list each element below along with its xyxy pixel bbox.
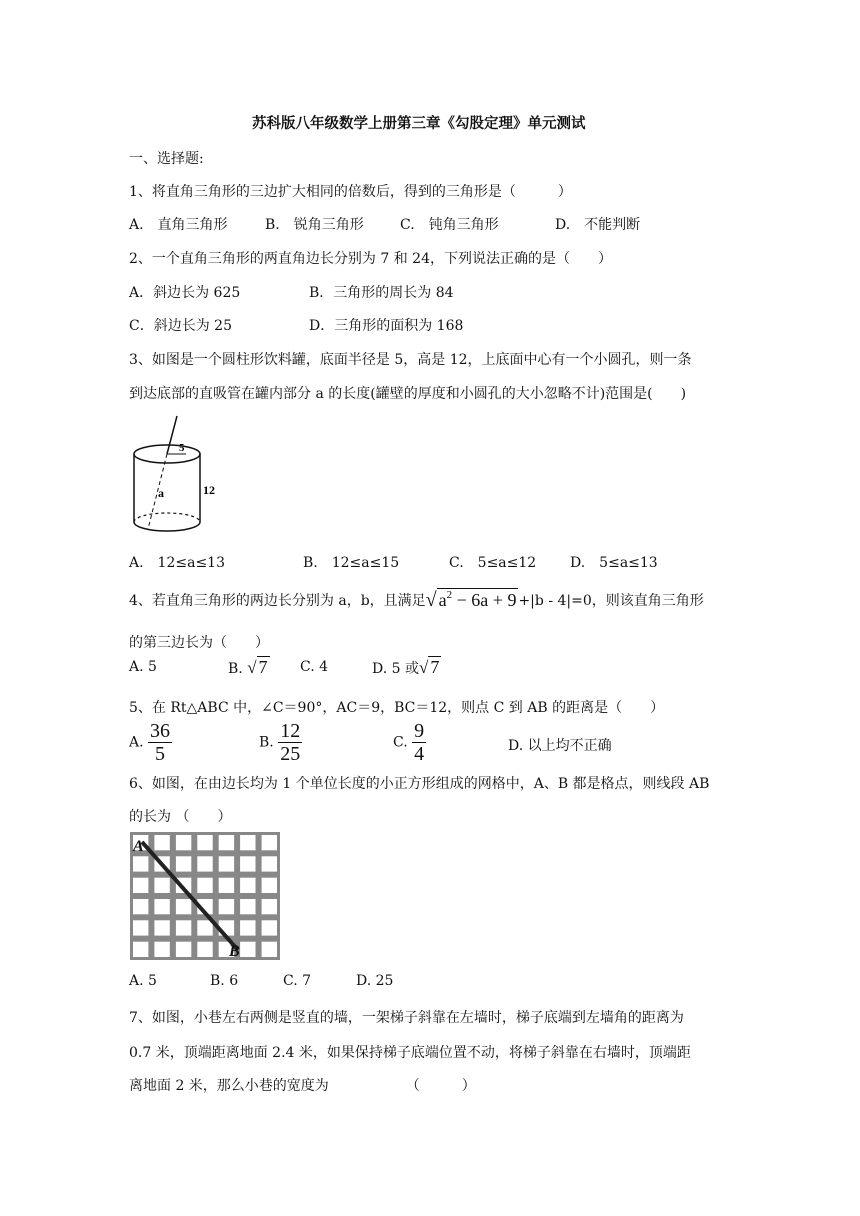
grid-cell — [197, 878, 212, 893]
question-7-line3: 离地面 2 米，那么小巷的宽度为 （ ） — [129, 1078, 476, 1094]
question-6-stem-line1: 6、如图，在由边长均为 1 个单位长度的小正方形组成的网格中，A、B 都是格点，则线段 AB — [129, 776, 710, 792]
grid-cell — [197, 835, 212, 850]
grid-cell — [154, 899, 169, 914]
grid-cell — [219, 878, 234, 893]
grid-cell — [176, 920, 191, 935]
grid-cell — [133, 856, 148, 871]
point-b-label: B — [229, 943, 240, 960]
question-6-option-c: C. 7 — [283, 973, 312, 989]
question-5-option-c: C. $\frac{9}{4}$ — [393, 720, 425, 765]
grid-cell — [197, 920, 212, 935]
question-2-option-a: A．斜边长为 625 — [129, 285, 241, 301]
question-4-stem-pre: 4、若直角三角形的两边长分别为 a，b，且满足 — [129, 593, 426, 609]
cylinder-bottom-back — [134, 513, 200, 522]
grid-cell — [154, 920, 169, 935]
question-4-option-b: B. √ 7 — [228, 657, 268, 677]
question-2-option-c: C．斜边长为 25 — [129, 318, 232, 334]
question-4-option-a: A. 5 — [129, 659, 157, 675]
page-title: 苏科版八年级数学上册第三章《勾股定理》单元测试 — [252, 115, 586, 132]
question-5-stem: 5、在 Rt△ABC 中，∠C＝90°，AC＝9，BC＝12，则点 C 到 AB 的距离是（ ） — [129, 700, 665, 716]
question-6-option-d: D. 25 — [356, 973, 394, 989]
grid-cell — [154, 835, 169, 850]
question-3-stem-line2: 到达底部的直吸管在罐内部分 a 的长度(罐壁的厚度和小圆孔的大小忽略不计)范围是( ) — [129, 386, 687, 402]
question-2-stem: 2、一个直角三角形的两直角边长分别为 7 和 24，下列说法正确的是（ ） — [129, 251, 612, 267]
grid-cell — [133, 899, 148, 914]
question-4-stem-line2: 的第三边长为（ ） — [129, 635, 269, 651]
grid-cell — [262, 878, 277, 893]
grid-cell — [219, 856, 234, 871]
grid-cell — [240, 835, 255, 850]
point-a-label: A — [133, 838, 144, 855]
cylinder-figure — [126, 412, 226, 537]
grid-cell — [197, 942, 212, 957]
grid-cell — [219, 899, 234, 914]
grid-cell — [176, 835, 191, 850]
question-5-option-d: D. 以上均不正确 — [508, 738, 612, 754]
question-4-stem-post: +|b - 4|=0，则该直角三角形 — [518, 593, 704, 609]
grid-cell — [262, 942, 277, 957]
straw-outside — [167, 416, 177, 454]
grid-cell — [133, 942, 148, 957]
grid-cell — [154, 942, 169, 957]
grid-cell — [240, 878, 255, 893]
question-4-option-d: D. 5 或√ 7 — [372, 657, 440, 677]
grid-cell — [133, 878, 148, 893]
grid-cell — [176, 942, 191, 957]
question-5-option-b: B. $\frac{12}{25}$ — [259, 720, 301, 765]
question-3-option-c: C. 5≤a≤12 — [449, 555, 537, 571]
question-2-option-b: B．三角形的周长为 84 — [309, 285, 454, 301]
grid-cell — [240, 942, 255, 957]
grid-cell — [262, 856, 277, 871]
question-6-option-b: B. 6 — [210, 973, 239, 989]
grid-cell — [240, 920, 255, 935]
grid-cell — [197, 856, 212, 871]
question-6-stem-line2: 的长为 （ ） — [129, 809, 232, 825]
grid-cell — [262, 920, 277, 935]
grid-cell — [262, 835, 277, 850]
question-2-option-d: D．三角形的面积为 168 — [309, 318, 464, 334]
question-3-option-a: A. 12≤a≤13 — [129, 555, 225, 571]
question-3-option-b: B. 12≤a≤15 — [303, 555, 400, 571]
grid-cell — [219, 835, 234, 850]
straw-label: a — [158, 486, 164, 500]
grid-cell — [133, 920, 148, 935]
question-3-option-d: D. 5≤a≤13 — [570, 555, 658, 571]
grid-cell — [240, 856, 255, 871]
radical-expression: √ $a^2 - 6a + 9$ — [425, 589, 517, 611]
section-heading: 一、选择题: — [129, 151, 204, 167]
question-1-option-a: A. 直角三角形 — [129, 217, 228, 233]
question-1-stem: 1、将直角三角形的三边扩大相同的倍数后，得到的三角形是（ ） — [129, 184, 572, 200]
question-4-stem-line1 — [129, 588, 704, 612]
grid-cell — [240, 899, 255, 914]
grid-figure — [130, 832, 280, 960]
question-7-line2: 0.7 米，顶端距离地面 2.4 米，如果保持梯子底端位置不动，将梯子斜靠在右墙时，顶端距 — [129, 1045, 691, 1061]
question-4-option-c: C. 4 — [300, 659, 329, 675]
grid-cell — [154, 878, 169, 893]
grid-cell — [176, 899, 191, 914]
cylinder-bottom-front — [134, 522, 200, 531]
height-label: 12 — [203, 483, 215, 497]
grid-cell — [176, 856, 191, 871]
grid-cell — [262, 899, 277, 914]
question-5-option-a: A. $\frac{36}{5}$ — [129, 720, 171, 765]
question-1-option-b: B. 锐角三角形 — [265, 217, 364, 233]
radius-label: 5 — [179, 442, 185, 454]
question-7-line1: 7、如图，小巷左右两侧是竖直的墙，一架梯子斜靠在左墙时，梯子底端到左墙角的距离为 — [129, 1010, 684, 1026]
question-6-option-a: A. 5 — [129, 973, 157, 989]
question-3-stem-line1: 3、如图是一个圆柱形饮料罐，底面半径是 5，高是 12，上底面中心有一个小圆孔，则一条 — [129, 352, 692, 368]
question-1-option-c: C. 钝角三角形 — [400, 217, 499, 233]
question-1-option-d: D. 不能判断 — [555, 217, 641, 233]
